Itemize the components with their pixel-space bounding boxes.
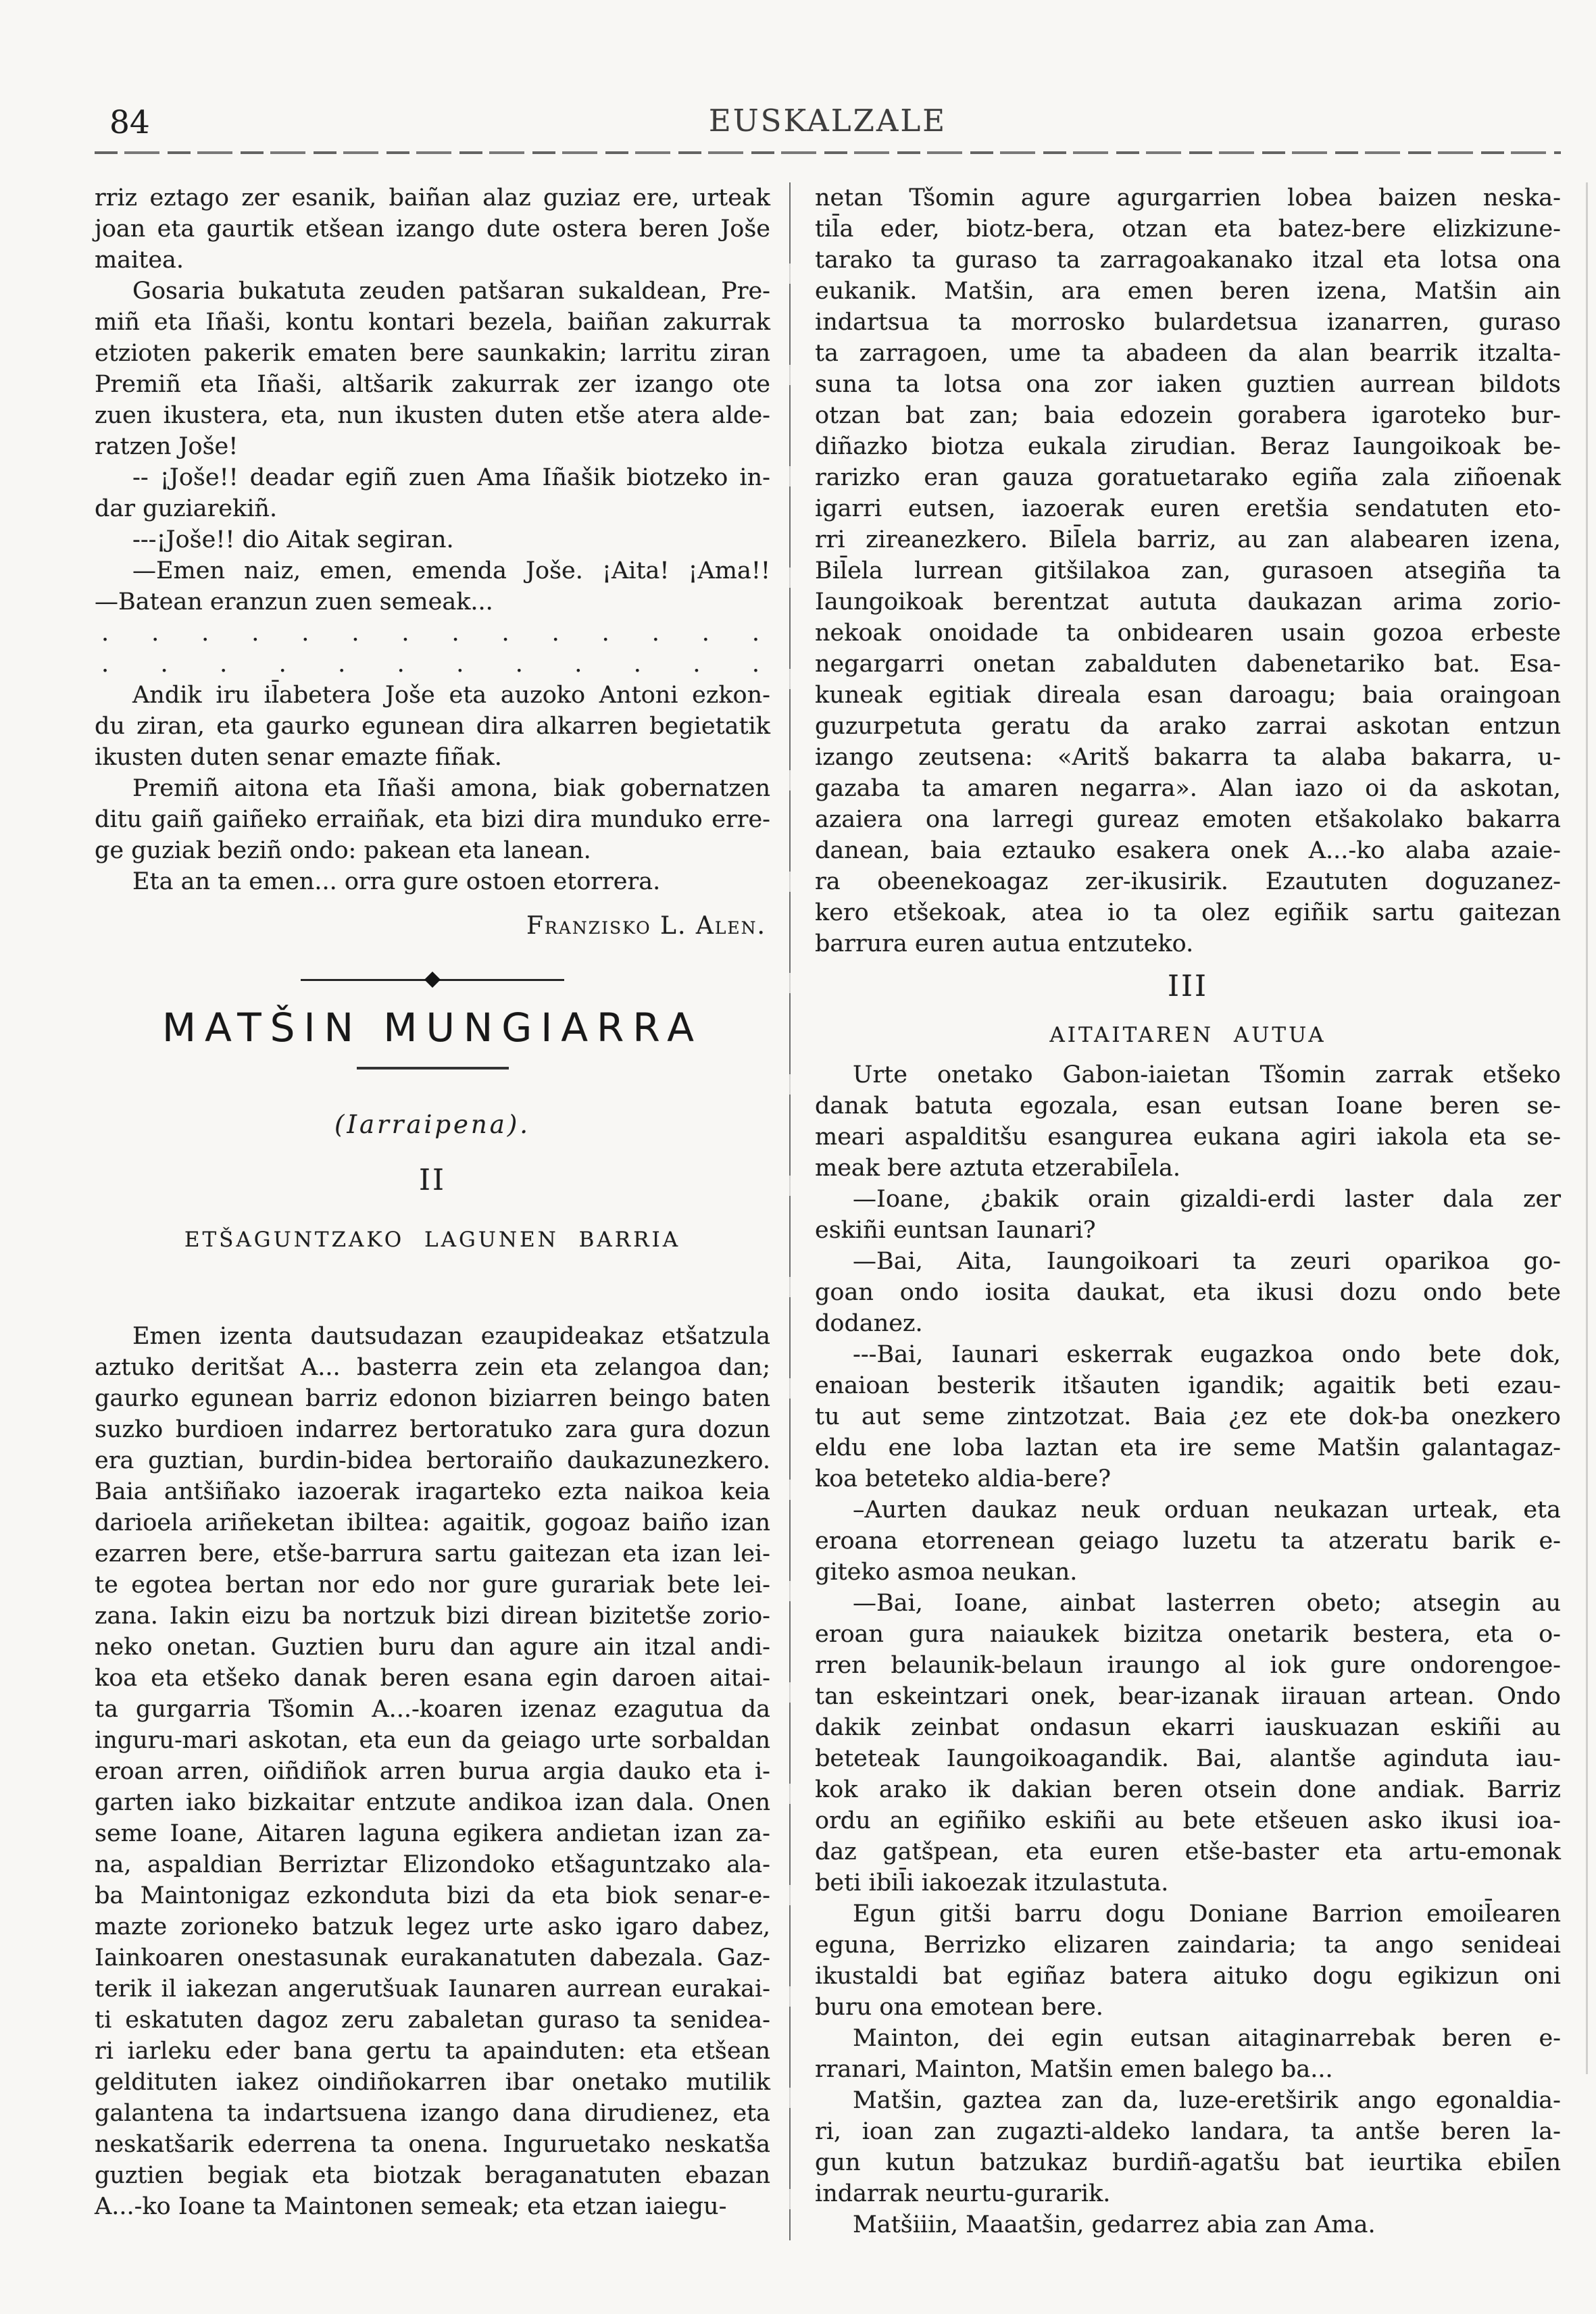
text-line: koa eta etšeko danak beren esana egin daroen aitai-: [95, 1665, 770, 1692]
paragraph: [815, 1246, 1561, 1339]
paragraph: [95, 276, 770, 462]
paragraph: [815, 1494, 1561, 1588]
text-line: ge guziak beziñ ondo: pakean eta lanean.: [95, 837, 591, 864]
text-line: meak bere aztuta etzerabil̄ela.: [815, 1155, 1180, 1182]
text-line: giteko asmoa neukan.: [815, 1559, 1078, 1586]
text-line: rranari, Mainton, Matšin emen balego ba...: [815, 2056, 1333, 2083]
text-line: Eta an ta emen... orra gure ostoen etorrera.: [132, 868, 661, 895]
paragraph: [95, 773, 770, 866]
text-line: etzioten pakerik ematen bere saunkakin; larritu ziran: [95, 340, 770, 367]
text-line: Bil̄ela lurrean gitšilakoa zan, gurasoen atsegiña ta: [815, 557, 1561, 584]
text-line: rri zireanezkero. Bil̄ela barriz, au zan alabearen izena,: [815, 526, 1561, 553]
text-line: danak batuta egozala, esan eutsan Ioane beren se-: [815, 1092, 1561, 1120]
text-line: Matšin, gaztea zan da, luze-eretširik ango egonaldia-: [853, 2087, 1561, 2114]
ellipsis-dot: .: [693, 651, 701, 678]
ellipsis-dot: .: [338, 651, 346, 678]
text-line: ditu gaiñ gaiñeko erraiñak, eta bizi dira munduko erre-: [95, 806, 770, 833]
text-line: otzan bat zan; baia edozein gorabera igaroteko bur-: [815, 402, 1561, 429]
paragraph: [95, 1321, 770, 2222]
text-line: guztien begiak eta biotzak beraganatuten ebazan: [95, 2162, 770, 2189]
whitespace-spacer: [95, 1253, 770, 1321]
text-line: izango zeutsena: «Aritš bakarra ta alaba bakarra, u-: [815, 744, 1561, 771]
text-line: tarako ta guraso ta zarragoakanako itzal eta lotsa ona: [815, 247, 1561, 274]
paragraph: [95, 555, 770, 618]
ornament-diamond-icon: [424, 972, 441, 988]
section-divider-ornament: [301, 974, 564, 986]
text-line: Urte onetako Gabon-iaietan Tšomin zarrak etšeko: [853, 1061, 1561, 1088]
text-line: A...-ko Ioane ta Maintonen semeak; eta etzan iaiegu-: [95, 2193, 727, 2220]
chapter-number: II: [419, 1163, 446, 1197]
text-line: ezarren bere, etše-barrura sartu gaitezan eta izan lei-: [95, 1540, 770, 1567]
paragraph: [95, 182, 770, 276]
page-number: 84: [109, 104, 150, 141]
ellipsis-dot: .: [401, 620, 409, 647]
ellipsis-dot: .: [251, 620, 259, 647]
paragraph: [95, 680, 770, 773]
text-line: Iainkoaren onestasunak eurakanatuten dabezala. Gaz-: [95, 1944, 770, 1971]
ellipsis-dot: .: [501, 620, 509, 647]
text-line: Emen izenta dautsudazan ezaupideakaz etšatzula: [132, 1323, 770, 1350]
story-title: MATŠIN MUNGIARRA: [162, 1005, 703, 1051]
text-line: guzurpetuta geratu da arako zarrai askotan entzun: [815, 713, 1561, 740]
paragraph: [95, 462, 770, 524]
ellipsis-dot: .: [574, 651, 582, 678]
text-line: negargarri onetan zabalduten dabenetariko bat. Esa-: [815, 651, 1561, 678]
text-line: netan Tšomin agure agurgarrien lobea baizen neska-: [815, 184, 1561, 211]
text-line: ikustaldi bat egiñaz batera aituko dogu egikizun oni: [815, 1963, 1561, 1990]
paragraph: [815, 1059, 1561, 1184]
text-line: —Ioane, ¿bakik orain gizaldi-erdi laster dala zer: [853, 1186, 1561, 1213]
text-line: indartsua ta morrosko bulardetsua izanarren, guraso: [815, 309, 1561, 336]
text-line: zuen ikustera, eta, nun ikusten duten etše atera alde-: [95, 402, 770, 429]
text-line: neskatšarik ederrena ta onena. Inguruetako neskatša: [95, 2131, 770, 2158]
ellipsis-dot: .: [456, 651, 464, 678]
text-line: ta zarragoen, ume ta abadeen da alan bearrik itzalta-: [815, 340, 1561, 367]
text-line: eguna, Berrizko elizaren zaindaria; ta ango senideai: [815, 1932, 1561, 1959]
text-line: ri, ioan zan zugazti-aldeko landara, ta antše beren la-: [815, 2118, 1561, 2145]
text-line: suna ta lotsa ona zor iaken guztien aurrean bildots: [815, 371, 1561, 398]
ellipsis-dot: .: [551, 620, 559, 647]
text-line: ratzen Joše!: [95, 433, 239, 460]
chapter-number: III: [1168, 970, 1208, 1003]
text-line: kok arako ik dakian beren otsein done andiak. Barriz: [815, 1776, 1561, 1803]
text-line: enaioan besterik itšauten igandik; agaitik beti ezau-: [815, 1372, 1561, 1399]
ellipsis-dot: .: [101, 651, 109, 678]
ellipsis-dot: .: [701, 620, 709, 647]
text-line: Gosaria bukatuta zeuden patšaran sukaldean, Pre-: [132, 278, 770, 305]
paragraph: [815, 1339, 1561, 1494]
text-line: darioela ariñeketan ibiltea: agaitik, gogoaz baiño izan: [95, 1509, 770, 1536]
text-line: dodanez.: [815, 1310, 923, 1337]
ellipsis-dot: .: [601, 620, 609, 647]
text-line: meari aspalditšu esangurea eukana agiri iakola eta se-: [815, 1124, 1561, 1151]
text-line: gun kutun batzukaz burdiñ-agatšu bat ieurtika ebil̄en: [815, 2149, 1561, 2176]
text-line: dar guziarekiñ.: [95, 495, 278, 522]
text-line: ---¡Joše!! dio Aitak segiran.: [132, 526, 454, 553]
text-line: na, aspaldian Berriztar Elizondoko etšaguntzako ala-: [95, 1851, 770, 1878]
text-line: til̄a eder, biotz-bera, otzan eta batez-bere elizkizune-: [815, 216, 1561, 243]
ellipsis-dot: .: [151, 620, 159, 647]
text-line: buru ona emotean bere.: [815, 1994, 1103, 2021]
text-line: indarrak neurtu-gurarik.: [815, 2180, 1111, 2207]
text-line: -- ¡Joše!! deadar egiñ zuen Ama Iñašik biotzeko in-: [132, 464, 770, 491]
author-signature: Franzisko L. Alen.: [526, 912, 766, 940]
text-line: du ziran, eta gaurko egunean dira alkarren begietatik: [95, 713, 770, 740]
text-line: ta gurgarria Tšomin A...-koaren izenaz ezagutua da: [95, 1696, 770, 1723]
text-line: ti eskatuten dagoz zeru zabaletan guraso ta senidea-: [95, 2007, 770, 2034]
text-line: geldituten iakez oindiñokarren ibar onetako mutilik: [95, 2069, 770, 2096]
text-line: rriz eztago zer esanik, baiñan alaz guziaz ere, urteak: [95, 184, 770, 211]
text-line: Iaungoikoak berentzat aututa daukazan arima zorio-: [815, 588, 1561, 615]
text-line: miñ eta Iñaši, kontu kontari bezela, baiñan zakurrak: [95, 309, 770, 336]
text-line: barrura euren autua entzuteko.: [815, 930, 1194, 957]
title-underline-rule: [357, 1067, 509, 1070]
ellipsis-dot: .: [201, 620, 209, 647]
text-line: zana. Iakin eizu ba nortzuk bizi direan bizitetše zorio-: [95, 1603, 770, 1630]
text-line: ri iarleku eder bana gertu ta apainduten: eta etšean: [95, 2038, 770, 2065]
text-line: eroan arren, oiñdiñok arren burua argia dauko eta i-: [95, 1758, 770, 1785]
page-header: [95, 103, 1561, 145]
right-column: [815, 182, 1561, 2240]
text-line: koa beteteko aldia-bere?: [815, 1465, 1112, 1492]
text-line: Baia antšiñako iazoerak iragarteko ezta naikoa keia: [95, 1478, 770, 1505]
paragraph: [815, 182, 1561, 959]
text-line: joan eta gaurtik etšean izango dute ostera beren Joše: [95, 216, 770, 243]
ellipsis-dot: .: [397, 651, 405, 678]
text-line: eukanik. Matšin, ara emen beren izena, Matšin ain: [815, 278, 1561, 305]
text-line: azaiera ona larregi gureaz emoten etšakolako bakarra: [815, 806, 1561, 833]
paragraph: [815, 2085, 1561, 2209]
text-line: era guztian, burdin-bidea bertoraiño daukazunezkero.: [95, 1447, 770, 1474]
text-line: rren belaunik-belaun iraungo al iok gure ondorengoe-: [815, 1652, 1561, 1679]
header-rule: [95, 151, 1561, 154]
text-line: —Emen naiz, emen, emenda Joše. ¡Aita! ¡Ama!!: [132, 557, 770, 584]
text-line: kuneak egitiak direala esan daroagu; baia oraingoan: [815, 682, 1561, 709]
ellipsis-dot: .: [301, 620, 309, 647]
text-line: eldu ene loba laztan eta ire seme Matšin galantagaz-: [815, 1434, 1561, 1461]
text-line: gaurko egunean barriz edonon biziarren beingo baten: [95, 1385, 770, 1412]
text-line: daz gatšpean, eta euren etše-baster eta artu-emonak: [815, 1838, 1561, 1865]
ellipsis-dot: .: [633, 651, 641, 678]
text-line: ra obeenekoagaz zer-ikusirik. Ezaututen doguzanez-: [815, 868, 1561, 895]
paragraph: [95, 866, 770, 897]
paragraph: [815, 1588, 1561, 1898]
section-heading: ETŠAGUNTZAKO LAGUNEN BARRIA: [184, 1228, 681, 1252]
text-line: rarizko eran gauza goratuetarako egiña zala ziñoenak: [815, 464, 1561, 491]
ellipsis-dot: .: [220, 651, 228, 678]
text-line: aztuko deritšat A... basterra zein eta zelangoa dan;: [95, 1354, 770, 1381]
text-line: igarri eutsen, iazoerak euren eretšia sendatuten eto-: [815, 495, 1561, 522]
text-line: danean, baia eztauko esakera onek A...-ko alaba azaie-: [815, 837, 1561, 864]
text-line: nekoak onoidade ta onbidearen usain gozoa erbeste: [815, 620, 1561, 647]
text-line: Egun gitši barru dogu Doniane Barrion emoil̄earen: [853, 1901, 1561, 1928]
text-line: Premiñ eta Iñaši, altšarik zakurrak zer izango ote: [95, 371, 770, 398]
ellipsis-dot: .: [451, 620, 459, 647]
text-line: ordu an egiñiko eskiñi au bete etšeuen asko ikusi ioa-: [815, 1807, 1561, 1834]
ellipsis-dot: .: [101, 620, 109, 647]
text-line: dakik zeinbat ondasun ekarri iauskuazan eskiñi au: [815, 1714, 1561, 1741]
column-divider-rule: [789, 182, 791, 2240]
text-line: —Bai, Aita, Iaungoikoari ta zeuri oparikoa go-: [853, 1248, 1561, 1275]
left-column: [95, 182, 770, 2240]
ellipsis-line: [95, 618, 770, 649]
paragraph: [95, 524, 770, 555]
text-line: terik il iakezan angerutšuak Iaunaren aurrean eurakai-: [95, 1976, 770, 2003]
text-line: ikusten duten senar emazte fiñak.: [95, 744, 502, 771]
paragraph: [815, 2023, 1561, 2085]
text-line: eroan gura naiaukek bizitza onetarik bestera, eta o-: [815, 1621, 1561, 1648]
ellipsis-dot: .: [160, 651, 168, 678]
ellipsis-dot: .: [351, 620, 359, 647]
section-heading: AITAITAREN AUTUA: [1049, 1023, 1326, 1047]
text-line: beti ibil̄i iakoezak itzulastuta.: [815, 1869, 1169, 1896]
text-line: garten iako bizkaitar entzute andikoa izan dala. Onen: [95, 1789, 770, 1816]
text-line: Matšiiin, Maaatšin, gedarrez abia zan Ama.: [853, 2211, 1376, 2238]
text-line: ---Bai, Iaunari eskerrak eugazkoa ondo bete dok,: [853, 1341, 1561, 1368]
text-line: eskiñi euntsan Iaunari?: [815, 1217, 1096, 1244]
text-line: —Bai, Ioane, ainbat lasterren obeto; atsegin au: [853, 1590, 1561, 1617]
ellipsis-line: [95, 649, 770, 680]
text-line: maitea.: [95, 247, 184, 274]
text-line: diñazko biotza eukala zirudian. Beraz Iaungoikoak be-: [815, 433, 1561, 460]
text-line: seme Ioane, Aitaren laguna egikera andietan izan za-: [95, 1820, 770, 1847]
text-line: suzko burdioen indarrez bertoratuko zara gura dozun: [95, 1416, 770, 1443]
text-line: galantena ta indartsuena izango dana dirudienez, eta: [95, 2100, 770, 2127]
story-subtitle: (Iarraipena).: [334, 1110, 531, 1139]
text-line: inguru-mari askotan, eta eun da geiago urte sorbaldan: [95, 1727, 770, 1754]
text-line: Andik iru il̄abetera Joše eta auzoko Antoni ezkon-: [132, 682, 770, 709]
paragraph: [815, 2209, 1561, 2240]
ellipsis-dot: .: [751, 651, 759, 678]
text-line: goan ondo iosita daukat, eta ikusi dozu ondo bete: [815, 1279, 1561, 1306]
text-columns: [95, 182, 1561, 2240]
text-line: kero etšekoak, atea io ta olez egiñik sartu gaitezan: [815, 899, 1561, 926]
journal-title: EUSKALZALE: [708, 103, 947, 139]
text-line: ba Maintonigaz ezkonduta bizi da eta biok senar-e-: [95, 1882, 770, 1909]
ellipsis-dot: .: [278, 651, 286, 678]
text-line: tan eskeintzari onek, bear-izanak iirauan artean. Ondo: [815, 1683, 1561, 1710]
text-line: mazte zorioneko batzuk legez urte asko igaro dabez,: [95, 1913, 770, 1940]
text-line: beteteak Iaungoikoagandik. Bai, alantše aginduta iau-: [815, 1745, 1561, 1772]
ellipsis-dot: .: [515, 651, 523, 678]
paragraph: [815, 1184, 1561, 1246]
text-line: gazaba ta amaren negarra». Alan iazo oi da askotan,: [815, 775, 1561, 802]
text-line: tu aut seme zintzotzat. Baia ¿ez ete dok-ba onezkero: [815, 1403, 1561, 1430]
text-line: Mainton, dei egin eutsan aitaginarrebak beren e-: [853, 2025, 1561, 2052]
text-line: Premiñ aitona eta Iñaši amona, biak gobernatzen: [132, 775, 770, 802]
text-line: —Batean eranzun zuen semeak...: [95, 588, 493, 615]
paragraph: [815, 1898, 1561, 2023]
text-line: –Aurten daukaz neuk orduan neukazan urteak, eta: [853, 1496, 1561, 1524]
ellipsis-dot: .: [751, 620, 759, 647]
ellipsis-dot: .: [651, 620, 659, 647]
text-line: te egotea bertan nor edo nor gure gurariak bete lei-: [95, 1571, 770, 1599]
text-line: eroana etorrenean geiago luzetu ta atzeratu barik e-: [815, 1528, 1561, 1555]
text-line: neko onetan. Guztien buru dan agure ain itzal andi-: [95, 1634, 770, 1661]
